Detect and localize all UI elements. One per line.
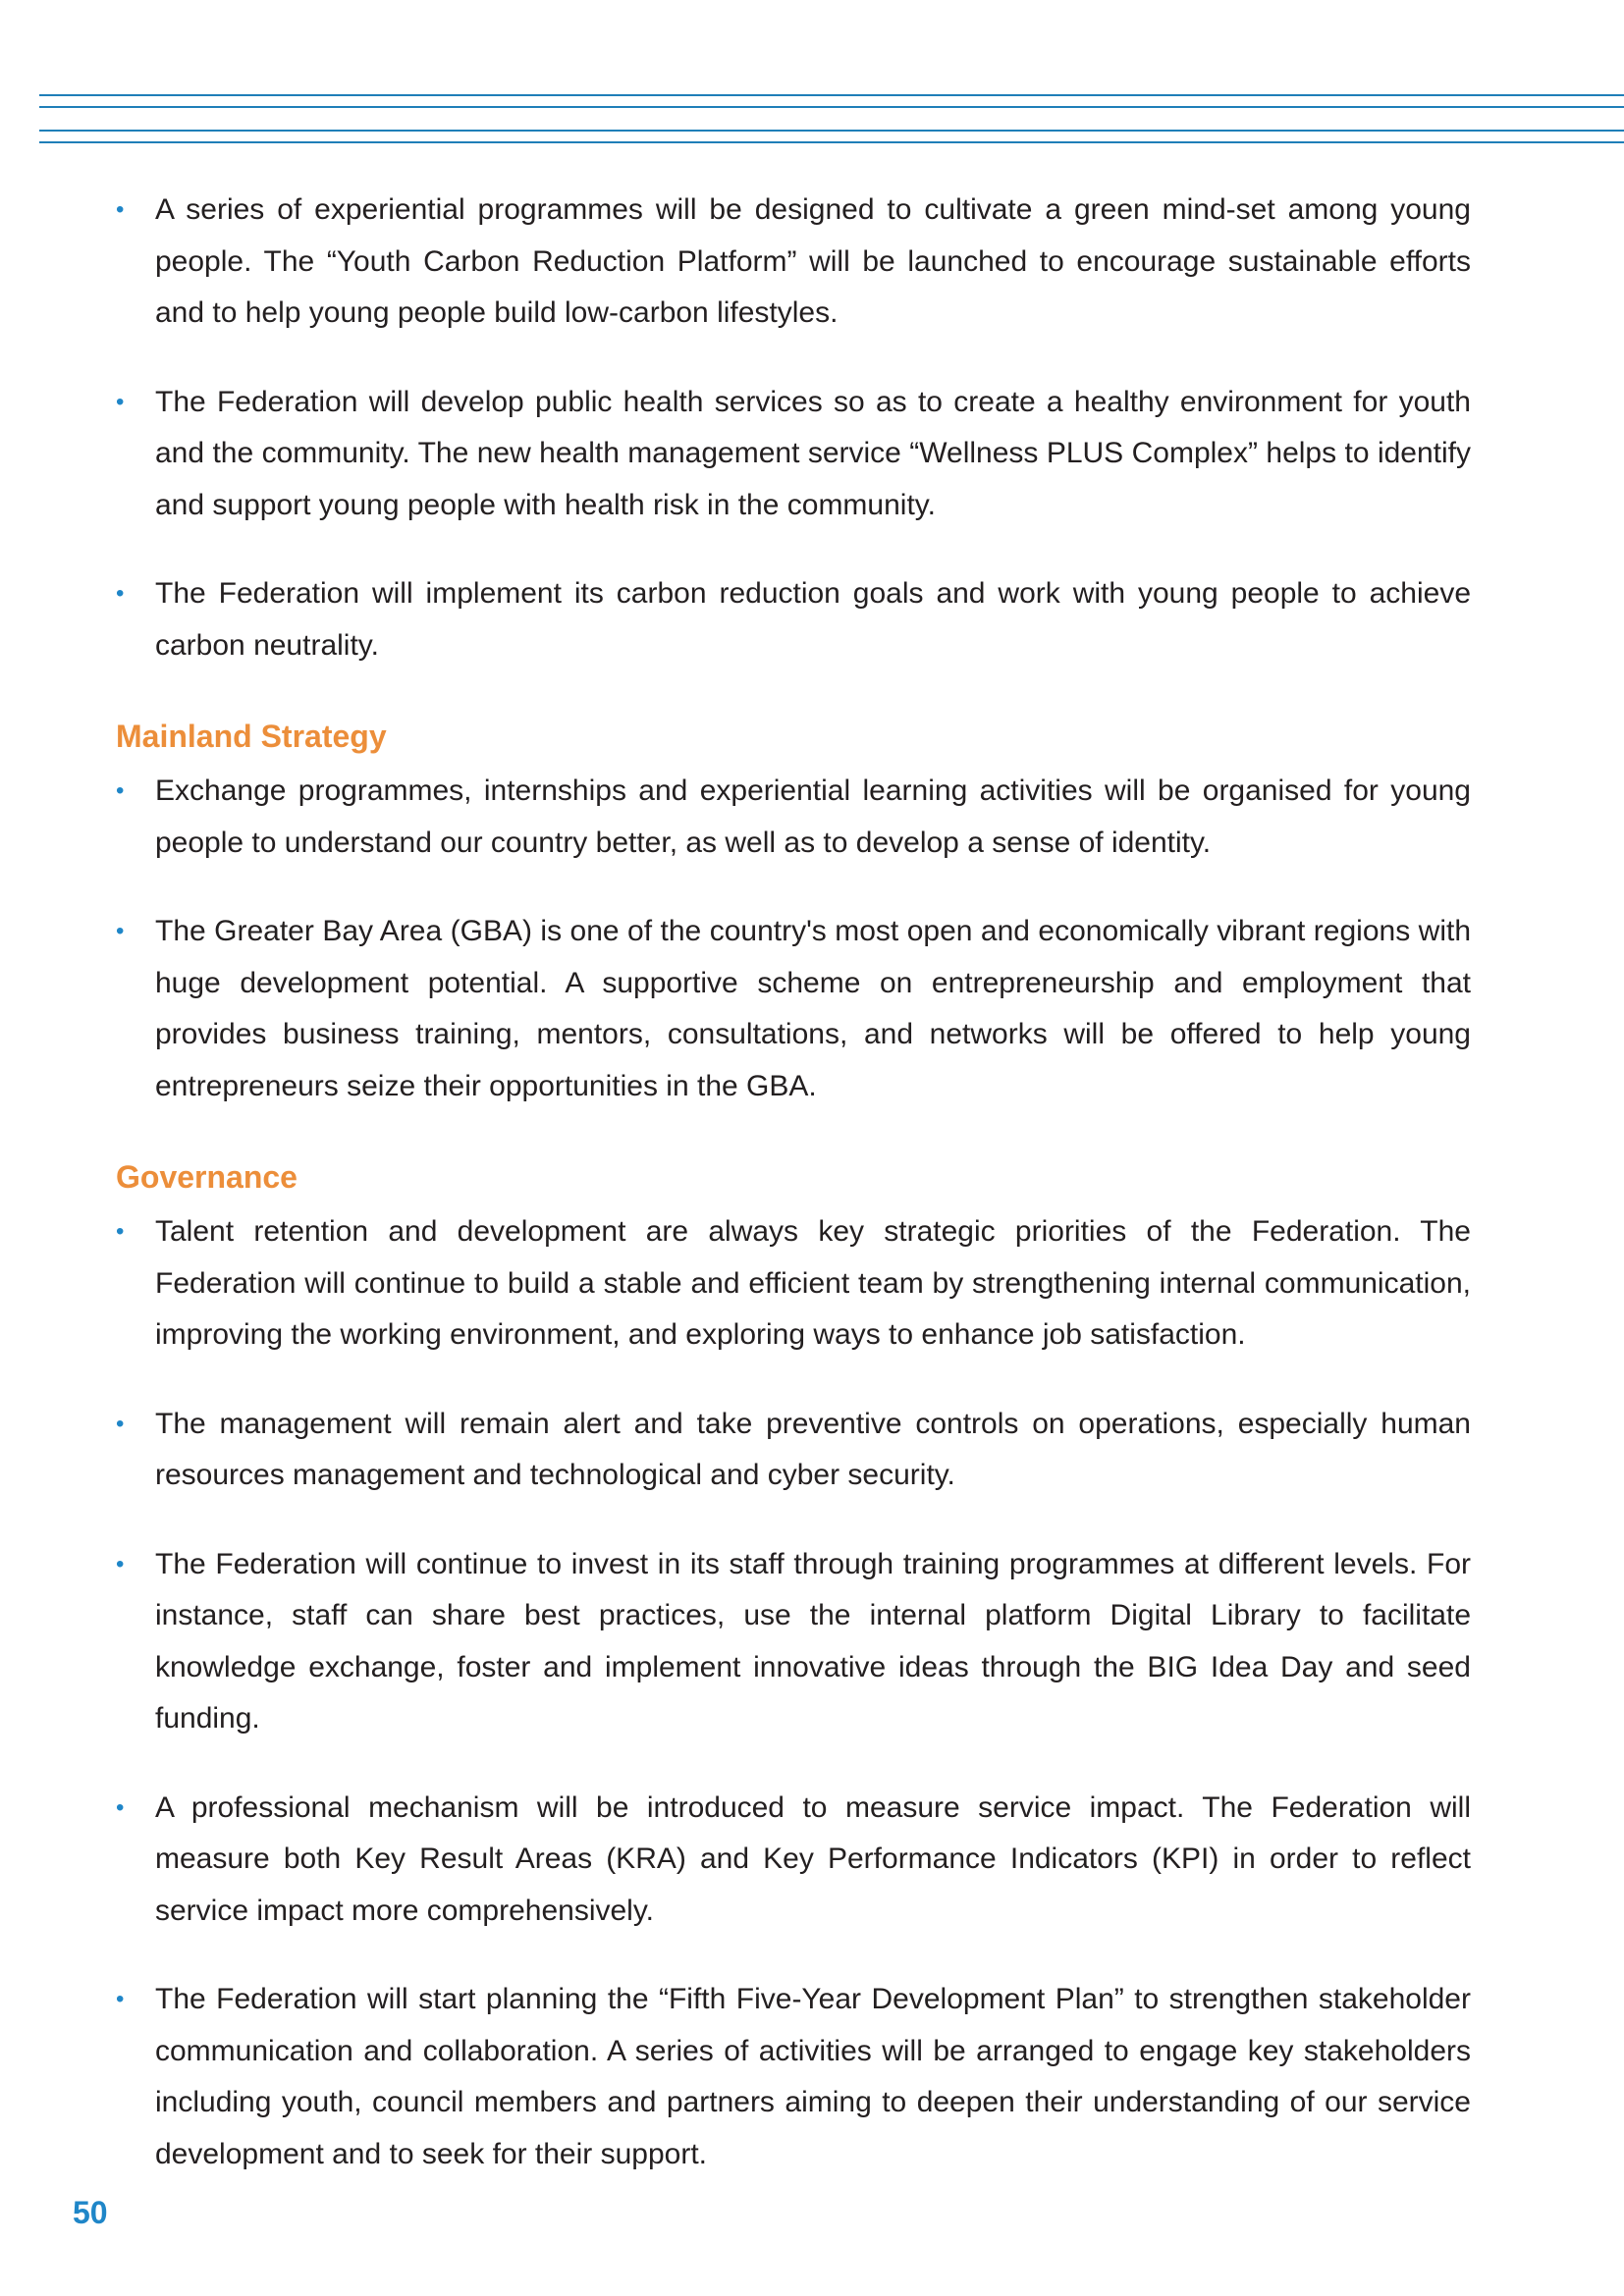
bullet-icon: • xyxy=(116,918,125,944)
list-item-text: The management will remain alert and take preventive controls on operations, especially human resources management and technological and cyber security. xyxy=(155,1407,1471,1491)
header-line-3 xyxy=(39,130,1624,132)
list-item-text: The Federation will implement its carbon reduction goals and work with young people to achieve carbon neutrality. xyxy=(155,577,1471,662)
list-item-text: The Federation will start planning the “Fifth Five-Year Development Plan” to strengthen stakeholder communication and collaboration. A series of activities will be arranged to engage key stakeholders including youth, council members and partners aiming to deepen their understanding of our service development and to seek for their support. xyxy=(155,1983,1471,2170)
bullet-icon: • xyxy=(116,196,125,223)
list-item xyxy=(116,766,1471,869)
header-line-1 xyxy=(39,94,1624,96)
bullet-icon: • xyxy=(116,388,125,415)
list-item xyxy=(116,1399,1471,1502)
header-decorative-lines xyxy=(39,94,1624,153)
bullet-icon: • xyxy=(116,580,125,607)
list-item-text: A series of experiential programmes will be designed to cultivate a green mind-set among young people. The “Youth Carbon Reduction Platform” will be launched to encourage sustainable efforts and to help young people build low-carbon lifestyles. xyxy=(155,193,1471,329)
list-item xyxy=(116,377,1471,532)
bullet-icon: • xyxy=(116,1218,125,1245)
list-item xyxy=(116,906,1471,1112)
bullet-icon: • xyxy=(116,777,125,804)
list-item-text: A professional mechanism will be introduced to measure service impact. The Federation will measure both Key Result Areas (KRA) and Key Performance Indicators (KPI) in order to reflect service impact more comprehensively. xyxy=(155,1790,1471,1927)
list-item-text: The Federation will develop public health services so as to create a healthy environment for youth and the community. The new health management service “Wellness PLUS Complex” helps to identify and support young people with health risk in the community. xyxy=(155,385,1471,521)
list-item-text: Exchange programmes, internships and experiential learning activities will be organised for young people to understand our country better, as well as to develop a sense of identity. xyxy=(155,774,1471,859)
list-item xyxy=(116,1974,1471,2180)
list-item xyxy=(116,1539,1471,1745)
header-line-2 xyxy=(39,106,1624,108)
list-item xyxy=(116,1783,1471,1938)
bullet-icon: • xyxy=(116,1986,125,2012)
list-item xyxy=(116,1206,1471,1362)
bullet-icon: • xyxy=(116,1410,125,1437)
bullet-icon: • xyxy=(116,1550,125,1577)
bullet-icon: • xyxy=(116,1793,125,1821)
list-item xyxy=(116,568,1471,671)
list-item-text: Talent retention and development are always key strategic priorities of the Federation. The Federation will continue to build a stable and efficient team by strengthening internal communication, improving the working environment, and exploring ways to enhance job satisfaction. xyxy=(155,1215,1471,1351)
list-item-text: The Federation will continue to invest in its staff through training programmes at different levels. For instance, staff can share best practices, use the internal platform Digital Library to facilitate knowledge exchange, foster and implement innovative ideas through the BIG Idea Day and seed funding. xyxy=(155,1547,1471,1735)
page-body xyxy=(116,185,1471,2217)
section-heading-mainland-strategy: Mainland Strategy xyxy=(116,719,387,754)
list-item-text: The Greater Bay Area (GBA) is one of the country's most open and economically vibrant regions with huge development potential. A supportive scheme on entrepreneurship and employment that provides business training, mentors, consultations, and networks will be offered to help young entrepreneurs seize their opportunities in the GBA. xyxy=(155,915,1471,1102)
section-heading-governance: Governance xyxy=(116,1159,298,1195)
list-item xyxy=(116,185,1471,340)
header-line-4 xyxy=(39,141,1624,143)
page-number: 50 xyxy=(73,2195,108,2230)
